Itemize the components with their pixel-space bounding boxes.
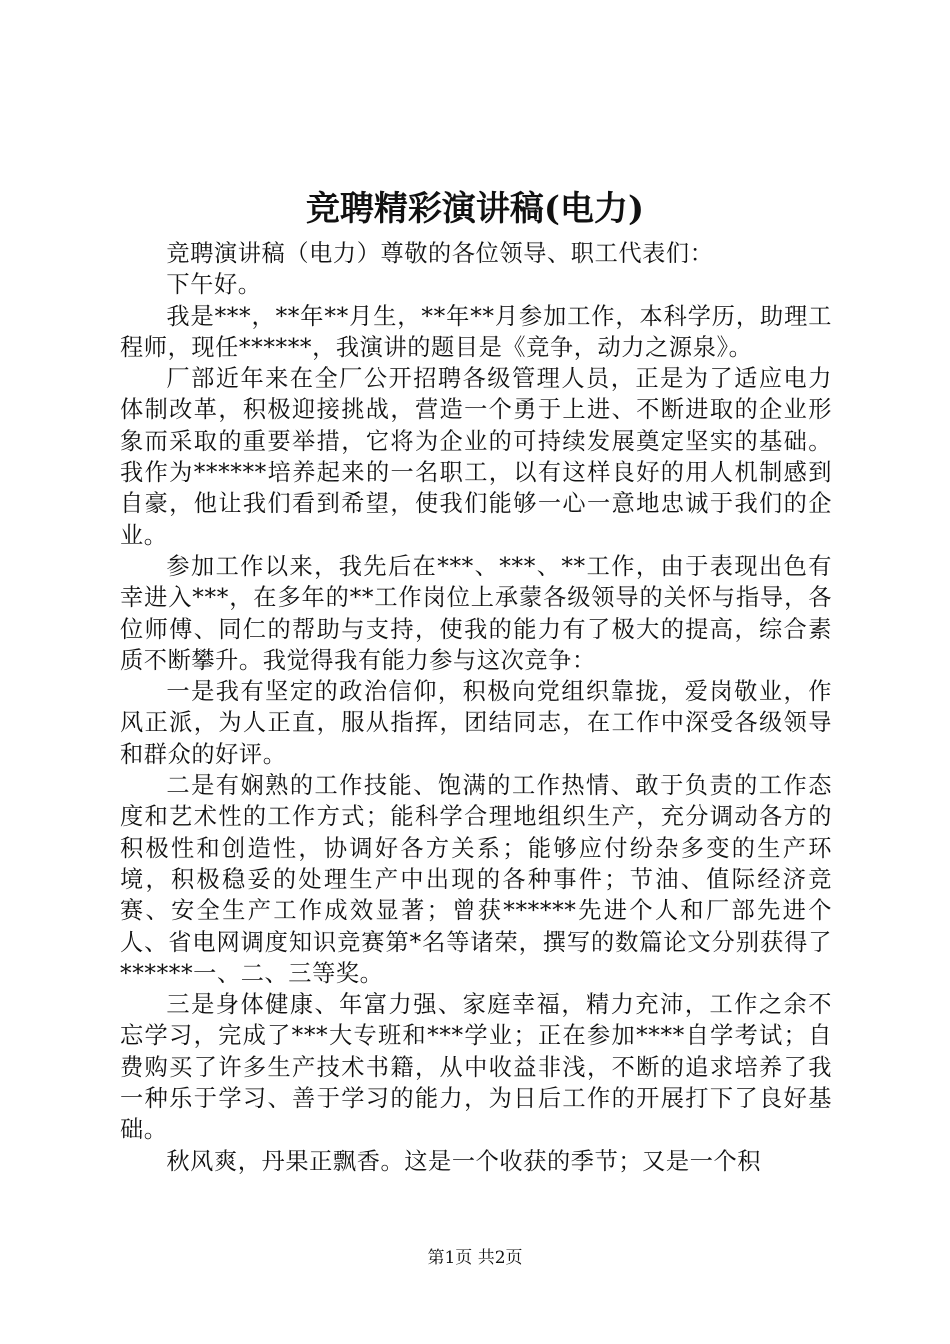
paragraph-background: 厂部近年来在全厂公开招聘各级管理人员，正是为了适应电力体制改革，积极迎接挑战，营造一个勇于上进、不断进取的企业形象而采取的重要举措，它将为企业的可持续发展奠定坚实的基础。我作为******培养起来的一名职工，以有这样良好的用人机制感到自豪，他让我们看到希望，使我们能够一心一意地忠诚于我们的企业。 <box>120 365 832 549</box>
paragraph-point-three: 三是身体健康、年富力强、家庭幸福，精力充沛，工作之余不忘学习，完成了***大专班和***学业；正在参加****自学考试；自费购买了许多生产技术书籍，从中收益非浅，不断的追求培养了我一种乐于学习、善于学习的能力，为日后工作的开展打下了良好基础。 <box>120 991 832 1144</box>
paragraph-point-one: 一是我有坚定的政治信仰，积极向党组织靠拢，爱岗敬业，作风正派，为人正直，服从指挥，团结同志，在工作中深受各级领导和群众的好评。 <box>120 678 832 768</box>
page-footer: 第1页 共2页 <box>427 1248 523 1268</box>
document-title: 竞聘精彩演讲稿(电力) <box>305 189 645 229</box>
paragraph-introduction: 我是***，**年**月生，**年**月参加工作，本科学历，助理工程师，现任******，我演讲的题目是《竞争，动力之源泉》。 <box>120 302 832 361</box>
paragraph-experience: 参加工作以来，我先后在***、***、**工作，由于表现出色有幸进入***，在多年的**工作岗位上承蒙各级领导的关怀与指导，各位师傅、同仁的帮助与支持，使我的能力有了极大的提高，综合素质不断攀升。我觉得我有能力参与这次竞争： <box>120 552 832 674</box>
paragraph-point-two: 二是有娴熟的工作技能、饱满的工作热情、敢于负责的工作态度和艺术性的工作方式；能科学合理地组织生产，充分调动各方的积极性和创造性，协调好各方关系；能够应付纷杂多变的生产环境，积极稳妥的处理生产中出现的各种事件；节油、值际经济竞赛、安全生产工作成效显著；曾获******先进个人和厂部先进个人、省电网调度知识竞赛第*名等诸荣，撰写的数篇论文分别获得了******一、二、三等奖。 <box>120 772 832 987</box>
paragraph-salutation: 竞聘演讲稿（电力）尊敬的各位领导、职工代表们： <box>166 240 714 267</box>
paragraph-greeting: 下午好。 <box>166 271 262 299</box>
paragraph-closing: 秋风爽，丹果正飘香。这是一个收获的季节；又是一个积 <box>166 1147 762 1175</box>
document-body <box>120 238 832 1177</box>
